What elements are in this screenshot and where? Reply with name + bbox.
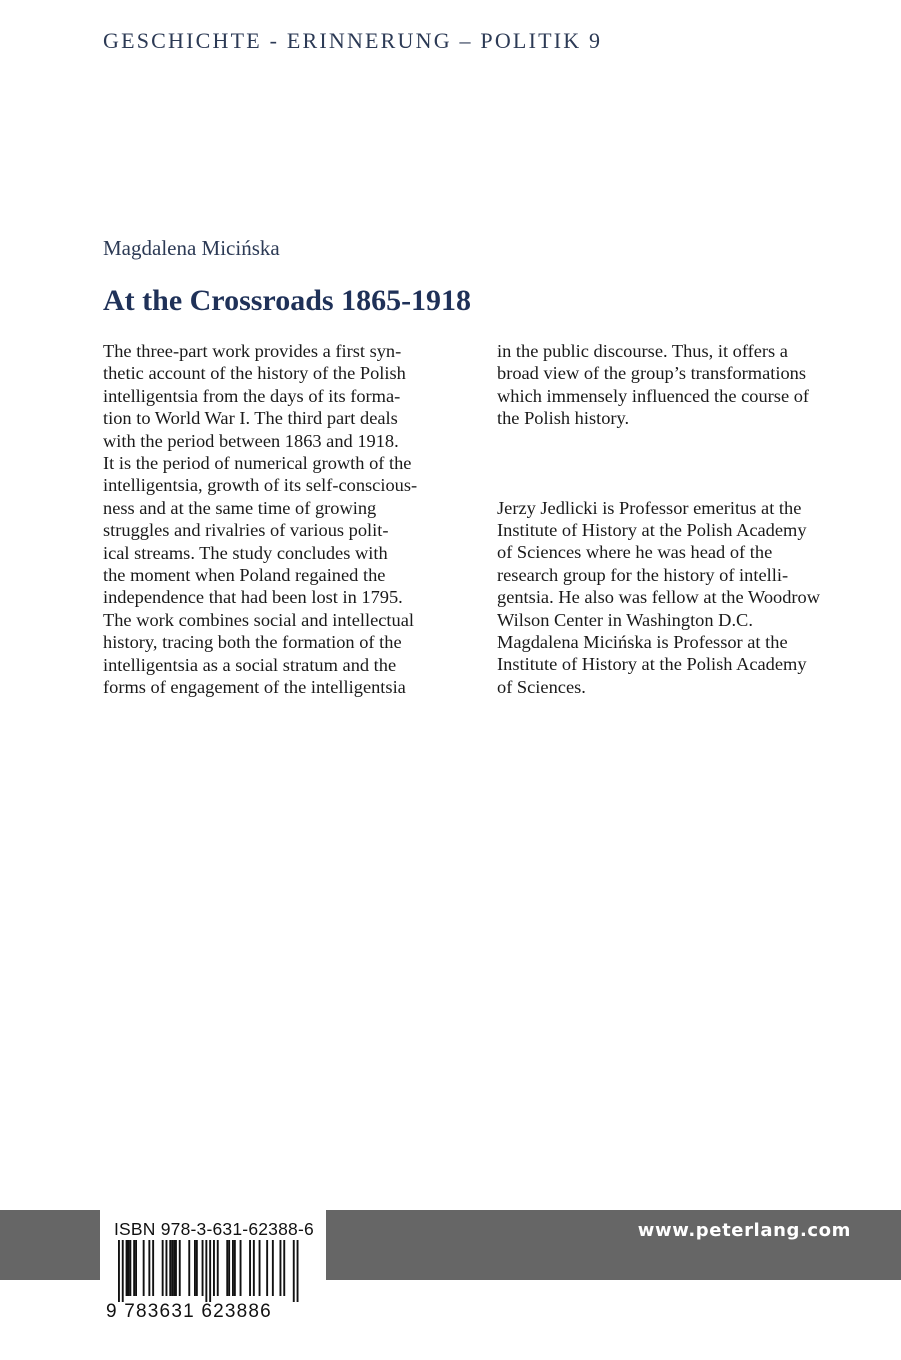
bio-line: research group for the history of intelli- xyxy=(497,564,789,585)
blurb-line: The work combines social and intellectual xyxy=(103,609,415,630)
blurb-line: independence that had been lost in 1795. xyxy=(103,587,403,608)
barcode-bar xyxy=(179,1240,181,1296)
blurb-line: the Polish history. xyxy=(497,408,630,429)
series-title: GESCHICHTE - ERINNERUNG – POLITIK 9 xyxy=(103,28,603,53)
book-title: At the Crossroads 1865-1918 xyxy=(103,284,472,317)
bio-line: Wilson Center in Washington D.C. xyxy=(497,609,753,630)
barcode-bar xyxy=(128,1240,130,1296)
barcode-bar xyxy=(228,1240,230,1296)
ean-barcode xyxy=(106,1240,312,1302)
publisher-website[interactable]: www.peterlang.com xyxy=(637,1220,851,1241)
blurb-line: which immensely influenced the course of xyxy=(497,385,810,406)
bio-line: Institute of History at the Polish Academy xyxy=(497,520,807,541)
barcode-bar xyxy=(162,1240,164,1296)
bio-line: Institute of History at the Polish Academy xyxy=(497,654,807,675)
blurb-right-column xyxy=(497,340,857,698)
barcode-bar xyxy=(283,1240,285,1296)
barcode-bar xyxy=(266,1240,268,1296)
barcode-bar xyxy=(234,1240,236,1296)
barcode-bar xyxy=(232,1240,234,1296)
barcode-bar xyxy=(213,1240,215,1296)
blurb-line: the moment when Poland regained the xyxy=(103,565,386,586)
barcode-bar xyxy=(133,1240,135,1296)
barcode-bar xyxy=(297,1240,299,1302)
blurb-line: intelligentsia from the days of its forma- xyxy=(103,385,401,406)
barcode-bar xyxy=(188,1240,190,1296)
bio-line: Magdalena Micińska is Professor at the xyxy=(497,632,788,653)
blurb-line: struggles and rivalries of various polit- xyxy=(103,520,389,541)
barcode-bar xyxy=(143,1240,145,1296)
barcode-bar xyxy=(126,1240,128,1296)
barcode-bar xyxy=(209,1240,211,1302)
blurb-left-column xyxy=(103,340,463,699)
barcode-bar xyxy=(118,1240,120,1302)
bio-line: of Sciences where he was head of the xyxy=(497,542,773,563)
ean-digits: 9 783631 623886 xyxy=(106,1301,272,1322)
blurb-line: with the period between 1863 and 1918. xyxy=(103,430,399,451)
blurb-line: tion to World War I. The third part deals xyxy=(103,408,398,429)
barcode-bar xyxy=(166,1240,168,1296)
barcode-bar xyxy=(293,1240,295,1302)
bio-line: gentsia. He also was fellow at the Woodrow xyxy=(497,587,821,608)
barcode-bar xyxy=(122,1240,124,1302)
blurb-line: history, tracing both the formation of the xyxy=(103,632,402,653)
blurb-line: intelligentsia, growth of its self-conscious- xyxy=(103,475,418,496)
barcode-bar xyxy=(259,1240,261,1296)
barcode-bar xyxy=(217,1240,219,1296)
paragraph-gap xyxy=(497,430,857,497)
blurb-line: forms of engagement of the intelligentsia xyxy=(103,677,406,698)
blurb-line: broad view of the group’s transformations xyxy=(497,363,806,384)
bio-line: of Sciences. xyxy=(497,676,586,697)
barcode-bar xyxy=(280,1240,282,1296)
blurb-line: The three-part work provides a first syn- xyxy=(103,341,402,361)
blurb-line: It is the period of numerical growth of the xyxy=(103,453,412,474)
barcode-bar xyxy=(226,1240,228,1296)
barcode-bar xyxy=(135,1240,137,1296)
barcode-bar xyxy=(240,1240,242,1296)
barcode-bar xyxy=(196,1240,198,1296)
barcode-bar xyxy=(272,1240,274,1296)
barcode-bar xyxy=(152,1240,154,1296)
barcode-bar xyxy=(253,1240,255,1296)
barcode-bar xyxy=(205,1240,207,1302)
bio-line: Jerzy Jedlicki is Professor emeritus at the xyxy=(497,497,802,518)
barcode-bar xyxy=(202,1240,204,1296)
blurb-line: intelligentsia as a social stratum and the xyxy=(103,654,397,675)
barcode-bar xyxy=(175,1240,177,1296)
blurb-line: ical streams. The study concludes with xyxy=(103,542,388,563)
barcode-bar xyxy=(173,1240,175,1296)
blurb-line: in the public discourse. Thus, it offers a xyxy=(497,341,788,361)
barcode-bar xyxy=(194,1240,196,1296)
barcode-bar xyxy=(171,1240,173,1296)
blurb-line: ness and at the same time of growing xyxy=(103,497,377,518)
barcode-bar xyxy=(129,1240,131,1296)
barcode-bar xyxy=(249,1240,251,1296)
blurb-line: thetic account of the history of the Polish xyxy=(103,363,406,384)
author-name: Magdalena Micińska xyxy=(103,236,280,260)
barcode-bar xyxy=(148,1240,150,1296)
isbn-label: ISBN 978-3-631-62388-6 xyxy=(114,1219,314,1239)
footer-band-left xyxy=(0,1210,100,1280)
barcode-bar xyxy=(169,1240,171,1296)
